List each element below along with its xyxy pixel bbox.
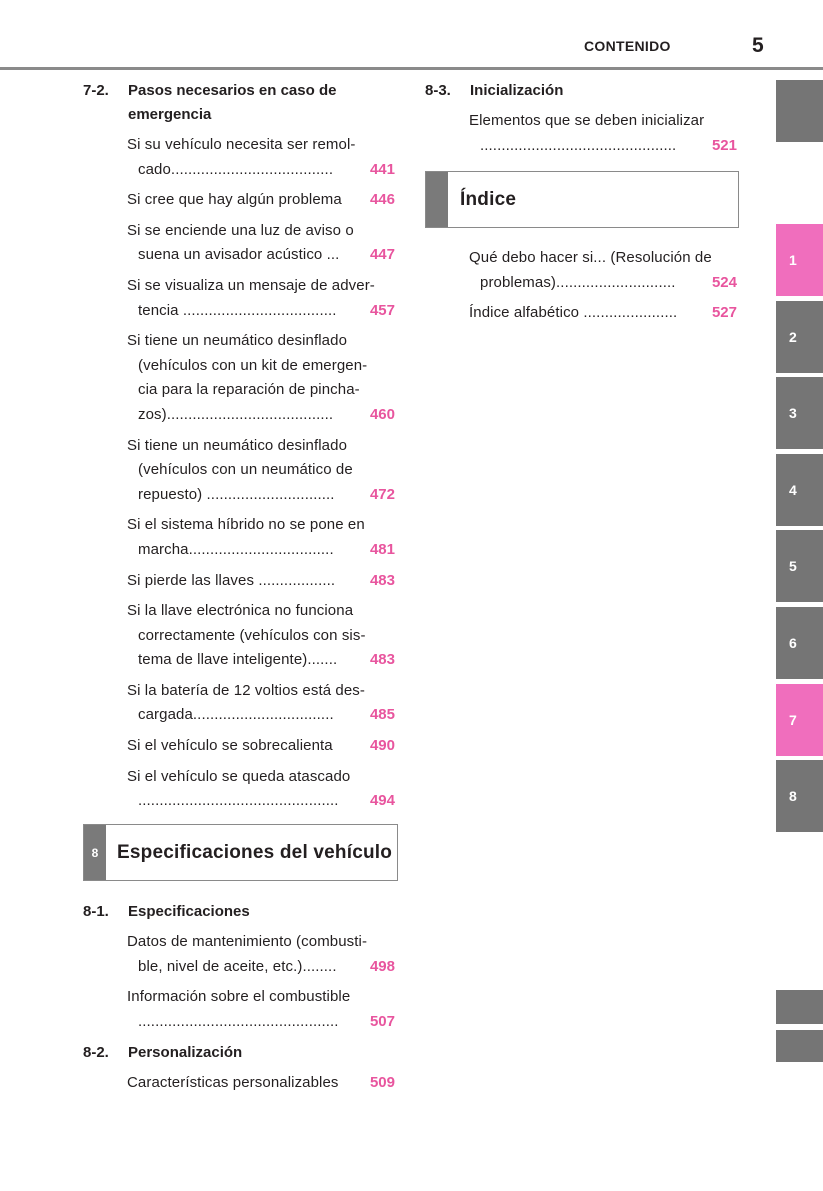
side-tab-label: 4 — [789, 482, 797, 498]
toc-entry-text: Características personalizables — [127, 1074, 339, 1092]
toc-entry[interactable] — [83, 569, 395, 594]
toc-entry[interactable] — [83, 599, 395, 673]
toc-page-number[interactable]: 446 — [369, 191, 395, 209]
section-title-line: Pasos necesarios en caso de — [128, 82, 337, 99]
section-title: Especificaciones — [128, 903, 250, 920]
toc-entry[interactable] — [83, 188, 395, 213]
toc-entry-text: ............................................... — [138, 1012, 339, 1030]
side-tab-label: 6 — [789, 635, 797, 651]
index-entries-column — [425, 246, 737, 332]
toc-page-number[interactable]: 498 — [369, 957, 395, 975]
side-tab-top[interactable] — [776, 80, 823, 142]
toc-page-number[interactable]: 447 — [369, 246, 395, 264]
toc-page-number[interactable]: 494 — [369, 792, 395, 810]
section-7-2-entries — [83, 133, 395, 814]
toc-entry[interactable] — [83, 513, 395, 562]
header-title: CONTENIDO — [584, 38, 671, 54]
toc-entry[interactable] — [425, 109, 737, 158]
toc-entry-text: cado...................................... — [138, 160, 334, 178]
toc-entry-text: (vehículos con un neumático de — [138, 461, 353, 479]
toc-entry-text: tencia .................................... — [138, 301, 337, 319]
section-7-2-heading — [83, 79, 395, 127]
side-tab-label: 2 — [789, 329, 797, 345]
toc-page-number[interactable]: 507 — [369, 1012, 395, 1030]
toc-page-number[interactable]: 481 — [369, 540, 395, 558]
side-tab-bottom-b[interactable] — [776, 1030, 823, 1062]
header-divider — [0, 67, 823, 70]
right-column — [425, 79, 737, 164]
toc-entry-text: Si pierde las llaves .................. — [127, 571, 336, 589]
toc-entry-text: cia para la reparación de pincha- — [138, 381, 360, 399]
toc-entry-text: Si el sistema híbrido no se pone en — [127, 516, 365, 534]
index-tab — [426, 172, 448, 227]
index-entries — [425, 246, 737, 326]
toc-entry-text: Si su vehículo necesita ser remol- — [127, 136, 356, 153]
side-tab-bottom-a[interactable] — [776, 990, 823, 1024]
toc-entry[interactable] — [83, 930, 395, 979]
side-tab-label: 7 — [789, 712, 797, 728]
side-tab-label: 1 — [789, 252, 797, 268]
section-title: Personalización — [128, 1044, 243, 1062]
toc-entry-text: ............................................... — [138, 792, 339, 810]
toc-page-number[interactable]: 460 — [369, 405, 395, 423]
toc-entry[interactable] — [83, 434, 395, 508]
section-8-2-heading — [83, 1041, 395, 1065]
toc-entry[interactable] — [83, 133, 395, 182]
toc-entry-text: Elementos que se deben inicializar — [469, 112, 705, 129]
toc-entry-text: problemas)............................ — [480, 273, 676, 291]
section-8-1-entries — [83, 930, 395, 1034]
index-title: Índice — [460, 188, 517, 210]
toc-page-number[interactable]: 472 — [369, 485, 395, 503]
toc-entry-text: cargada................................. — [138, 706, 334, 724]
left-column-lower — [83, 900, 395, 1102]
toc-page-number[interactable]: 485 — [369, 706, 395, 724]
chapter-8-heading — [83, 824, 398, 881]
toc-page-number[interactable]: 483 — [369, 571, 395, 589]
side-tab-1[interactable] — [776, 224, 823, 296]
section-number: 7-2. — [83, 82, 109, 99]
chapter-tab: 8 — [84, 825, 106, 880]
toc-entry-text: marcha.................................. — [138, 540, 334, 558]
toc-entry-text: repuesto) .............................. — [138, 485, 335, 503]
toc-entry-text: suena un avisador acústico ... — [138, 246, 340, 264]
section-8-3-entries — [425, 109, 737, 158]
section-title: Inicialización — [470, 82, 564, 99]
section-number: 8-3. — [425, 82, 451, 99]
section-title-line: emergencia — [128, 106, 212, 123]
toc-page-number[interactable]: 521 — [711, 136, 737, 154]
side-tab-5[interactable] — [776, 530, 823, 602]
toc-entry[interactable] — [83, 679, 395, 728]
toc-entry-text: Si se enciende una luz de aviso o — [127, 221, 354, 239]
toc-entry[interactable] — [83, 985, 395, 1034]
side-tab-2[interactable] — [776, 301, 823, 373]
header-page-number: 5 — [752, 34, 764, 57]
section-number: 8-1. — [83, 903, 109, 920]
section-8-2-entries — [83, 1071, 395, 1096]
toc-entry[interactable] — [425, 301, 737, 326]
side-tab-label: 5 — [789, 558, 797, 574]
toc-entry-text: Si se visualiza un mensaje de adver- — [127, 276, 375, 294]
side-tab-6[interactable] — [776, 607, 823, 679]
side-tab-label: 8 — [789, 788, 797, 804]
toc-entry-text: Si el vehículo se queda atascado — [127, 767, 351, 785]
toc-entry-text: Si cree que hay algún problema — [127, 191, 342, 209]
left-column — [83, 79, 395, 820]
toc-page-number[interactable]: 441 — [369, 160, 395, 178]
toc-entry-text: ble, nivel de aceite, etc.)........ — [138, 957, 337, 975]
toc-entry[interactable] — [83, 765, 395, 814]
side-tab-label: 3 — [789, 405, 797, 421]
toc-entry-text: Si el vehículo se sobrecalienta — [127, 737, 333, 755]
section-number: 8-2. — [83, 1044, 109, 1062]
toc-entry[interactable] — [83, 329, 395, 427]
toc-page-number[interactable]: 509 — [369, 1074, 395, 1092]
toc-entry-text: zos)....................................... — [138, 405, 334, 423]
toc-entry-text: tema de llave inteligente)....... — [138, 651, 338, 669]
toc-entry[interactable] — [83, 274, 395, 323]
section-8-3-heading — [425, 79, 737, 103]
toc-page-number[interactable]: 527 — [711, 304, 737, 322]
toc-page-number[interactable]: 457 — [369, 301, 395, 319]
toc-page-number[interactable]: 483 — [369, 651, 395, 669]
toc-entry[interactable] — [83, 734, 395, 759]
toc-entry[interactable] — [83, 219, 395, 268]
toc-entry-text: .............................................. — [480, 136, 677, 154]
toc-entry[interactable] — [83, 1071, 395, 1096]
index-heading — [425, 171, 739, 228]
side-tab-3[interactable] — [776, 377, 823, 449]
toc-entry-text: Datos de mantenimiento (combusti- — [127, 933, 368, 950]
toc-entry-text: Si tiene un neumático desinflado — [127, 332, 348, 350]
chapter-title: Especificaciones del vehículo — [117, 841, 393, 863]
toc-page-number[interactable]: 490 — [369, 737, 395, 755]
toc-entry-text: Qué debo hacer si... (Resolución de — [469, 249, 712, 266]
toc-entry[interactable] — [425, 246, 737, 295]
toc-page-number[interactable]: 524 — [711, 273, 737, 291]
side-tab-7[interactable] — [776, 684, 823, 756]
toc-entry-text: Si la llave electrónica no funciona — [127, 602, 354, 620]
side-tab-4[interactable] — [776, 454, 823, 526]
toc-entry-text: Información sobre el combustible — [127, 988, 351, 1006]
toc-entry-text: correctamente (vehículos con sis- — [138, 626, 366, 644]
toc-entry-text: Si la batería de 12 voltios está des- — [127, 681, 366, 699]
section-8-1-heading — [83, 900, 395, 924]
toc-entry-text: (vehículos con un kit de emergen- — [138, 356, 368, 374]
side-tab-8[interactable] — [776, 760, 823, 832]
toc-entry-text: Índice alfabético ...................... — [469, 304, 678, 322]
toc-entry-text: Si tiene un neumático desinflado — [127, 436, 348, 454]
